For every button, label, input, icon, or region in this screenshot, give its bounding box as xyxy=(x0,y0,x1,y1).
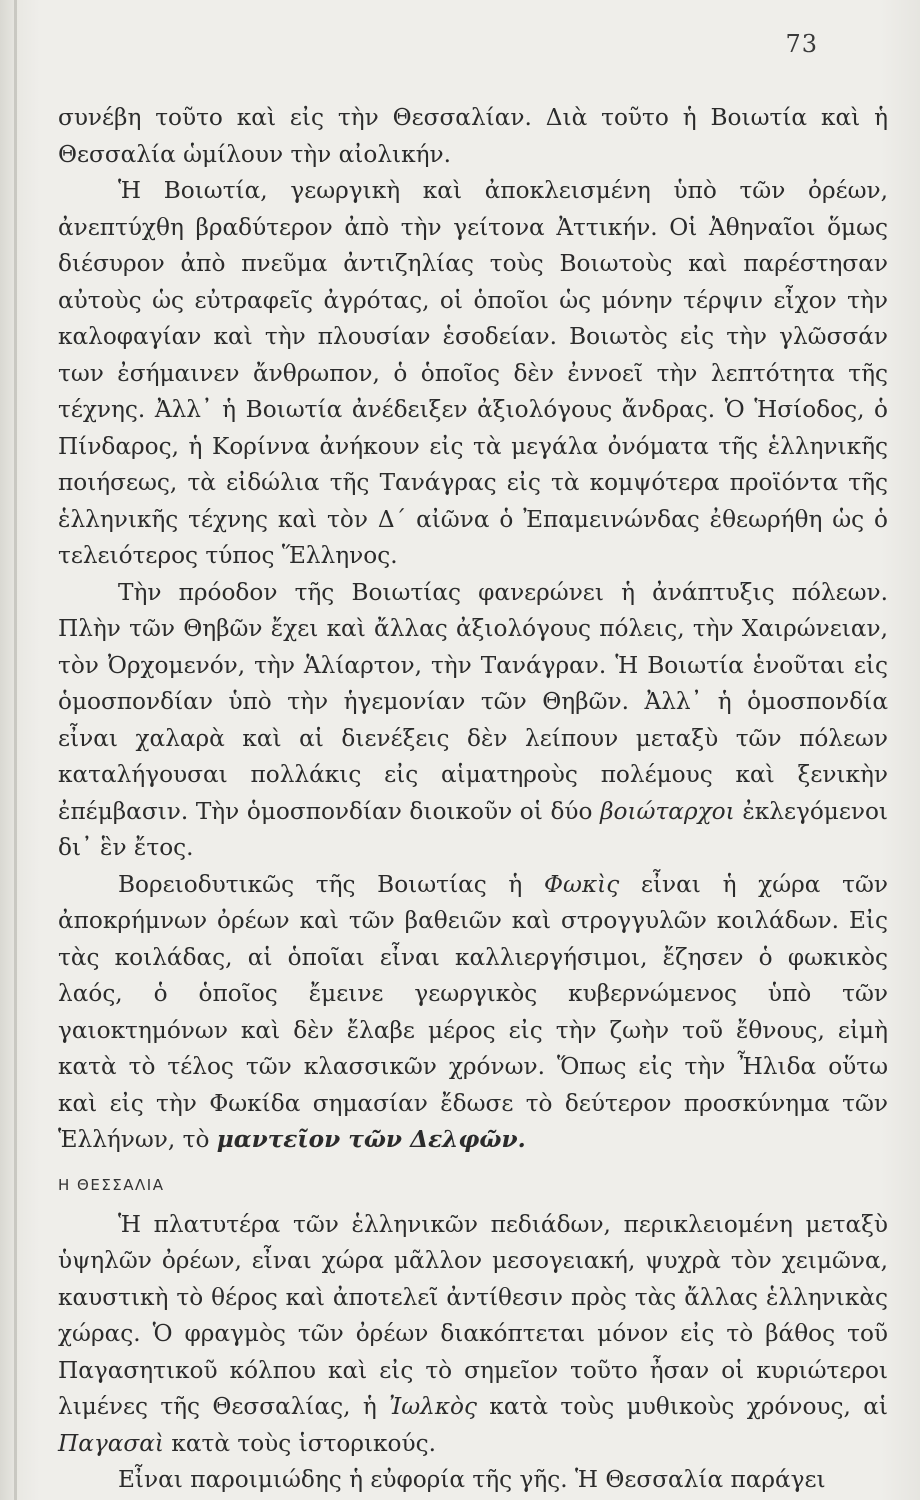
paragraph-2 xyxy=(58,173,888,575)
paragraph-5-emphasis-1: Ἰωλκὸς xyxy=(389,1393,478,1420)
paragraph-1-text: συνέβη τοῦτο καὶ εἰς τὴν Θεσσαλίαν. Διὰ τοῦτο ἡ Βοιωτία καὶ ἡ Θεσσαλία ὡμίλουν τὴν αἰολικήν. xyxy=(58,104,888,168)
paragraph-5-tail: κατὰ τοὺς ἱστορικούς. xyxy=(171,1429,436,1457)
paragraph-5-text: Ἡ πλατυτέρα τῶν ἑλληνικῶν πεδιάδων, περικλειομένη μεταξὺ ὑψηλῶν ὀρέων, εἶναι χώρα μᾶλλον μεσογειακή, ψυχρὰ τὸν χειμῶνα, καυστικὴ τὸ θέρος καὶ ἀποτελεῖ ἀντίθεσιν πρὸς τὰς ἄλλας ἑλληνικὰς χώρας. Ὁ φραγμὸς τῶν ὀρέων διακόπτεται μόνον εἰς τὸ βάθος τοῦ Παγασητικοῦ κόλπου καὶ εἰς τὸ σημεῖον τοῦτο ἦσαν οἱ κυριώτεροι λιμένες τῆς Θεσσαλίας, ἡ xyxy=(58,1210,888,1420)
paragraph-3-emphasis: βοιώταρχοι xyxy=(600,797,735,825)
paragraph-4 xyxy=(58,867,888,1159)
paragraph-5-mid: κατὰ τοὺς μυθικοὺς χρόνους, αἱ xyxy=(489,1393,888,1420)
paragraph-3 xyxy=(58,575,888,867)
paragraph-6 xyxy=(58,1462,888,1499)
paragraph-4-emphasis: Φωκὶς xyxy=(544,870,620,898)
paragraph-5 xyxy=(58,1207,888,1463)
paragraph-3-text: Τὴν πρόοδον τῆς Βοιωτίας φανερώνει ἡ ἀνάπτυξις πόλεων. Πλὴν τῶν Θηβῶν ἔχει καὶ ἄλλας ἀξιολόγους πόλεις, τὴν Χαιρώνειαν, τὸν Ὀρχομενόν, τὴν Ἁλίαρτον, τὴν Τανάγραν. Ἡ Βοιωτία ἑνοῦται εἰς ὁμοσπονδίαν ὑπὸ τὴν ἡγεμονίαν τῶν Θηβῶν. Ἀλλ᾽ ἡ ὁμοσπονδία εἶναι χαλαρὰ καὶ αἱ διενέξεις δὲν λείπουν μεταξὺ τῶν πόλεων καταλήγουσαι πολλάκις εἰς αἱματηροὺς πολέμους καὶ ξενικὴν ἐπέμβασιν. Τὴν ὁμοσπονδίαν διοικοῦν οἱ δύο xyxy=(58,578,888,825)
paragraph-4-lead: Βορειοδυτικῶς τῆς Βοιωτίας ἡ xyxy=(118,870,523,898)
section-heading: Η ΘΕΣΣΑΛΙΑ xyxy=(58,1175,165,1194)
paragraph-3-tail: ἐκλεγόμενοι δι᾽ ἓν ἔτος. xyxy=(58,797,889,861)
paragraph-4-bold: μαντεῖον τῶν Δελφῶν. xyxy=(216,1126,526,1153)
paragraph-5-emphasis-2: Παγασαὶ xyxy=(58,1429,164,1457)
paragraph-2-text: Ἡ Βοιωτία, γεωργικὴ καὶ ἀποκλεισμένη ὑπὸ τῶν ὀρέων, ἀνεπτύχθη βραδύτερον ἀπὸ τὴν γείτονα Ἀττικήν. Οἱ Ἀθηναῖοι ὅμως διέσυρον ἀπὸ πνεῦμα ἀντιζηλίας τοὺς Βοιωτοὺς καὶ παρέστησαν αὐτοὺς ὡς εὐτραφεῖς ἀγρότας, οἱ ὁποῖοι ὡς μόνην τέρψιν εἶχον τὴν καλοφαγίαν καὶ τὴν πλουσίαν ἑσοδείαν. Βοιωτὸς εἰς τὴν γλῶσσάν των ἐσήμαινεν ἄνθρωπον, ὁ ὁποῖος δὲν ἐννοεῖ τὴν λεπτότητα τῆς τέχνης. Ἀλλ᾽ ἡ Βοιωτία ἀνέδειξεν ἀξιολόγους ἄνδρας. Ὁ Ἡσίοδος, ὁ Πίνδαρος, ἡ Κορίννα ἀνήκουν εἰς τὰ μεγάλα ὀνόματα τῆς ἑλληνικῆς ποιήσεως, τὰ εἰδώλια τῆς Τανάγρας εἰς τὰ κομψότερα προϊόντα τῆς ἑλληνικῆς τέχνης καὶ τὸν Δ´ αἰῶνα ὁ Ἐπαμεινώνδας ἐθεωρήθη ὡς ὁ τελειότερος τύπος Ἕλληνος. xyxy=(58,177,888,569)
paragraph-1 xyxy=(58,100,888,173)
body-text xyxy=(58,100,888,1499)
page-number: 73 xyxy=(785,30,818,58)
paragraph-4-text: εἶναι ἡ χώρα τῶν ἀποκρήμνων ὀρέων καὶ τῶν βαθειῶν καὶ στρογγυλῶν κοιλάδων. Εἰς τὰς κοιλάδας, αἱ ὁποῖαι εἶναι καλλιεργήσιμοι, ἔζησεν ὁ φωκικὸς λαός, ὁ ὁποῖος ἔμεινε γεωργικὸς κυβερνώμενος ὑπὸ τῶν γαιοκτημόνων καὶ δὲν ἔλαβε μέρος εἰς τὴν ζωὴν τοῦ ἔθνους, εἰμὴ κατὰ τὸ τέλος τῶν κλασσικῶν χρόνων. Ὅπως εἰς τὴν Ἦλιδα οὕτω καὶ εἰς τὴν Φωκίδα σημασίαν ἔδωσε τὸ δεύτερον προσκύνημα τῶν Ἑλλήνων, τὸ xyxy=(58,870,888,1153)
paragraph-6-text: Εἶναι παροιμιώδης ἡ εὐφορία τῆς γῆς. Ἡ Θεσσαλία παράγει xyxy=(118,1466,826,1493)
page-spine-shadow xyxy=(14,0,17,1500)
